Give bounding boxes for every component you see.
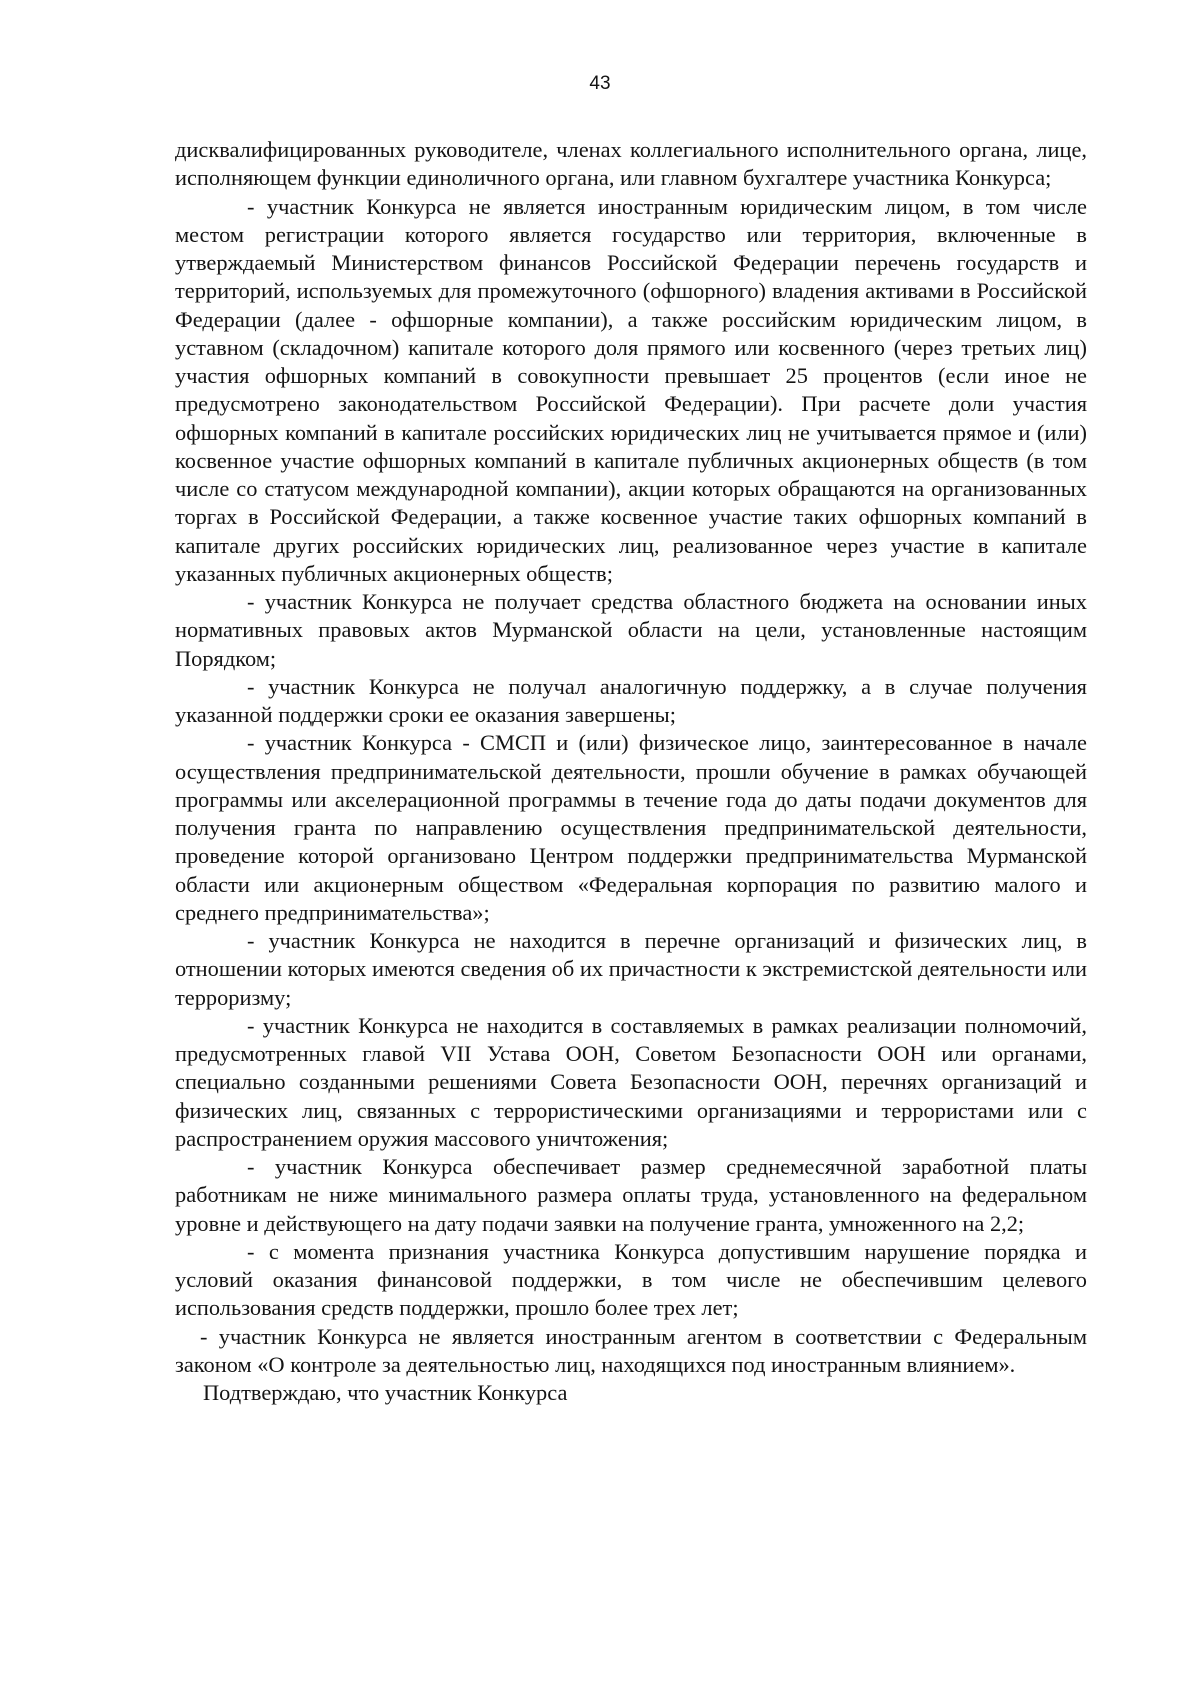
- paragraph-foreign-agent: - участник Конкурса не является иностранным агентом в соответствии с Федеральным законом «О контроле за деятельностью лиц, находящихся под иностранным влиянием».: [175, 1323, 1087, 1377]
- paragraph-un-lists: - участник Конкурса не находится в составляемых в рамках реализации полномочий, предусмотренных главой VII Устава ООН, Советом Безопасности ООН или органами, специально созданными решениями Совета Безопасности ООН, перечнях организаций и физических лиц, связанных с террористическими организациями и террористами или с распространением оружия массового уничтожения;: [175, 1012, 1087, 1151]
- paragraph-training: - участник Конкурса - СМСП и (или) физическое лицо, заинтересованное в начале осуществления предпринимательской деятельности, прошли обучение в рамках обучающей программы или акселерационной программы в течение года до даты подачи документов для получения гранта по направлению осуществления предпринимательской деятельности, проведение которой организовано Центром поддержки предпринимательства Мурманской области или акционерным обществом «Федеральная корпорация по развитию малого и среднего предпринимательства»;: [175, 730, 1087, 925]
- paragraph-disqualified-persons: дисквалифицированных руководителе, членах коллегиального исполнительного органа, лице, исполняющем функции единоличного органа, или главном бухгалтере участника Конкурса;: [175, 137, 1087, 191]
- paragraph-similar-support: - участник Конкурса не получал аналогичную поддержку, а в случае получения указанной поддержки сроки ее оказания завершены;: [175, 673, 1087, 727]
- document-body: [175, 136, 1087, 1407]
- paragraph-extremism-list: - участник Конкурса не находится в перечне организаций и физических лиц, в отношении которых имеются сведения об их причастности к экстремистской деятельности или терроризму;: [175, 928, 1087, 1010]
- paragraph-confirmation: Подтверждаю, что участник Конкурса: [203, 1380, 568, 1405]
- paragraph-salary: - участник Конкурса обеспечивает размер среднемесячной заработной платы работникам не ниже минимального размера оплаты труда, установленного на федеральном уровне и действующего на дату подачи заявки на получение гранта, умноженного на 2,2;: [175, 1154, 1087, 1236]
- page-number: 43: [589, 73, 611, 94]
- paragraph-violation-period: - с момента признания участника Конкурса допустившим нарушение порядка и условий оказания финансовой поддержки, в том числе не обеспечившим целевого использования средств поддержки, прошло более трех лет;: [175, 1238, 1087, 1321]
- paragraph-offshore-companies: - участник Конкурса не является иностранным юридическим лицом, в том числе местом регистрации которого является государство или территория, включенные в утверждаемый Министерством финансов Российской Федерации перечень государств и территорий, используемых для промежуточного (офшорного) владения активами в Российской Федерации (далее - офшорные компании), а также российским юридическим лицом, в уставном (складочном) капитале которого доля прямого или косвенного (через третьих лиц) участия офшорных компаний в совокупности превышает 25 процентов (если иное не предусмотрено законодательством Российской Федерации). При расчете доли участия офшорных компаний в капитале российских юридических лиц не учитывается прямое и (или) косвенное участие офшорных компаний в капитале публичных акционерных обществ (в том числе со статусом международной компании), акции которых обращаются на организованных торгах в Российской Федерации, а также косвенное участие таких офшорных компаний в капитале других российских юридических лиц, реализованное через участие в капитале указанных публичных акционерных обществ;: [175, 193, 1087, 586]
- paragraph-regional-budget: - участник Конкурса не получает средства областного бюджета на основании иных нормативных правовых актов Мурманской области на цели, установленные настоящим Порядком;: [175, 589, 1087, 671]
